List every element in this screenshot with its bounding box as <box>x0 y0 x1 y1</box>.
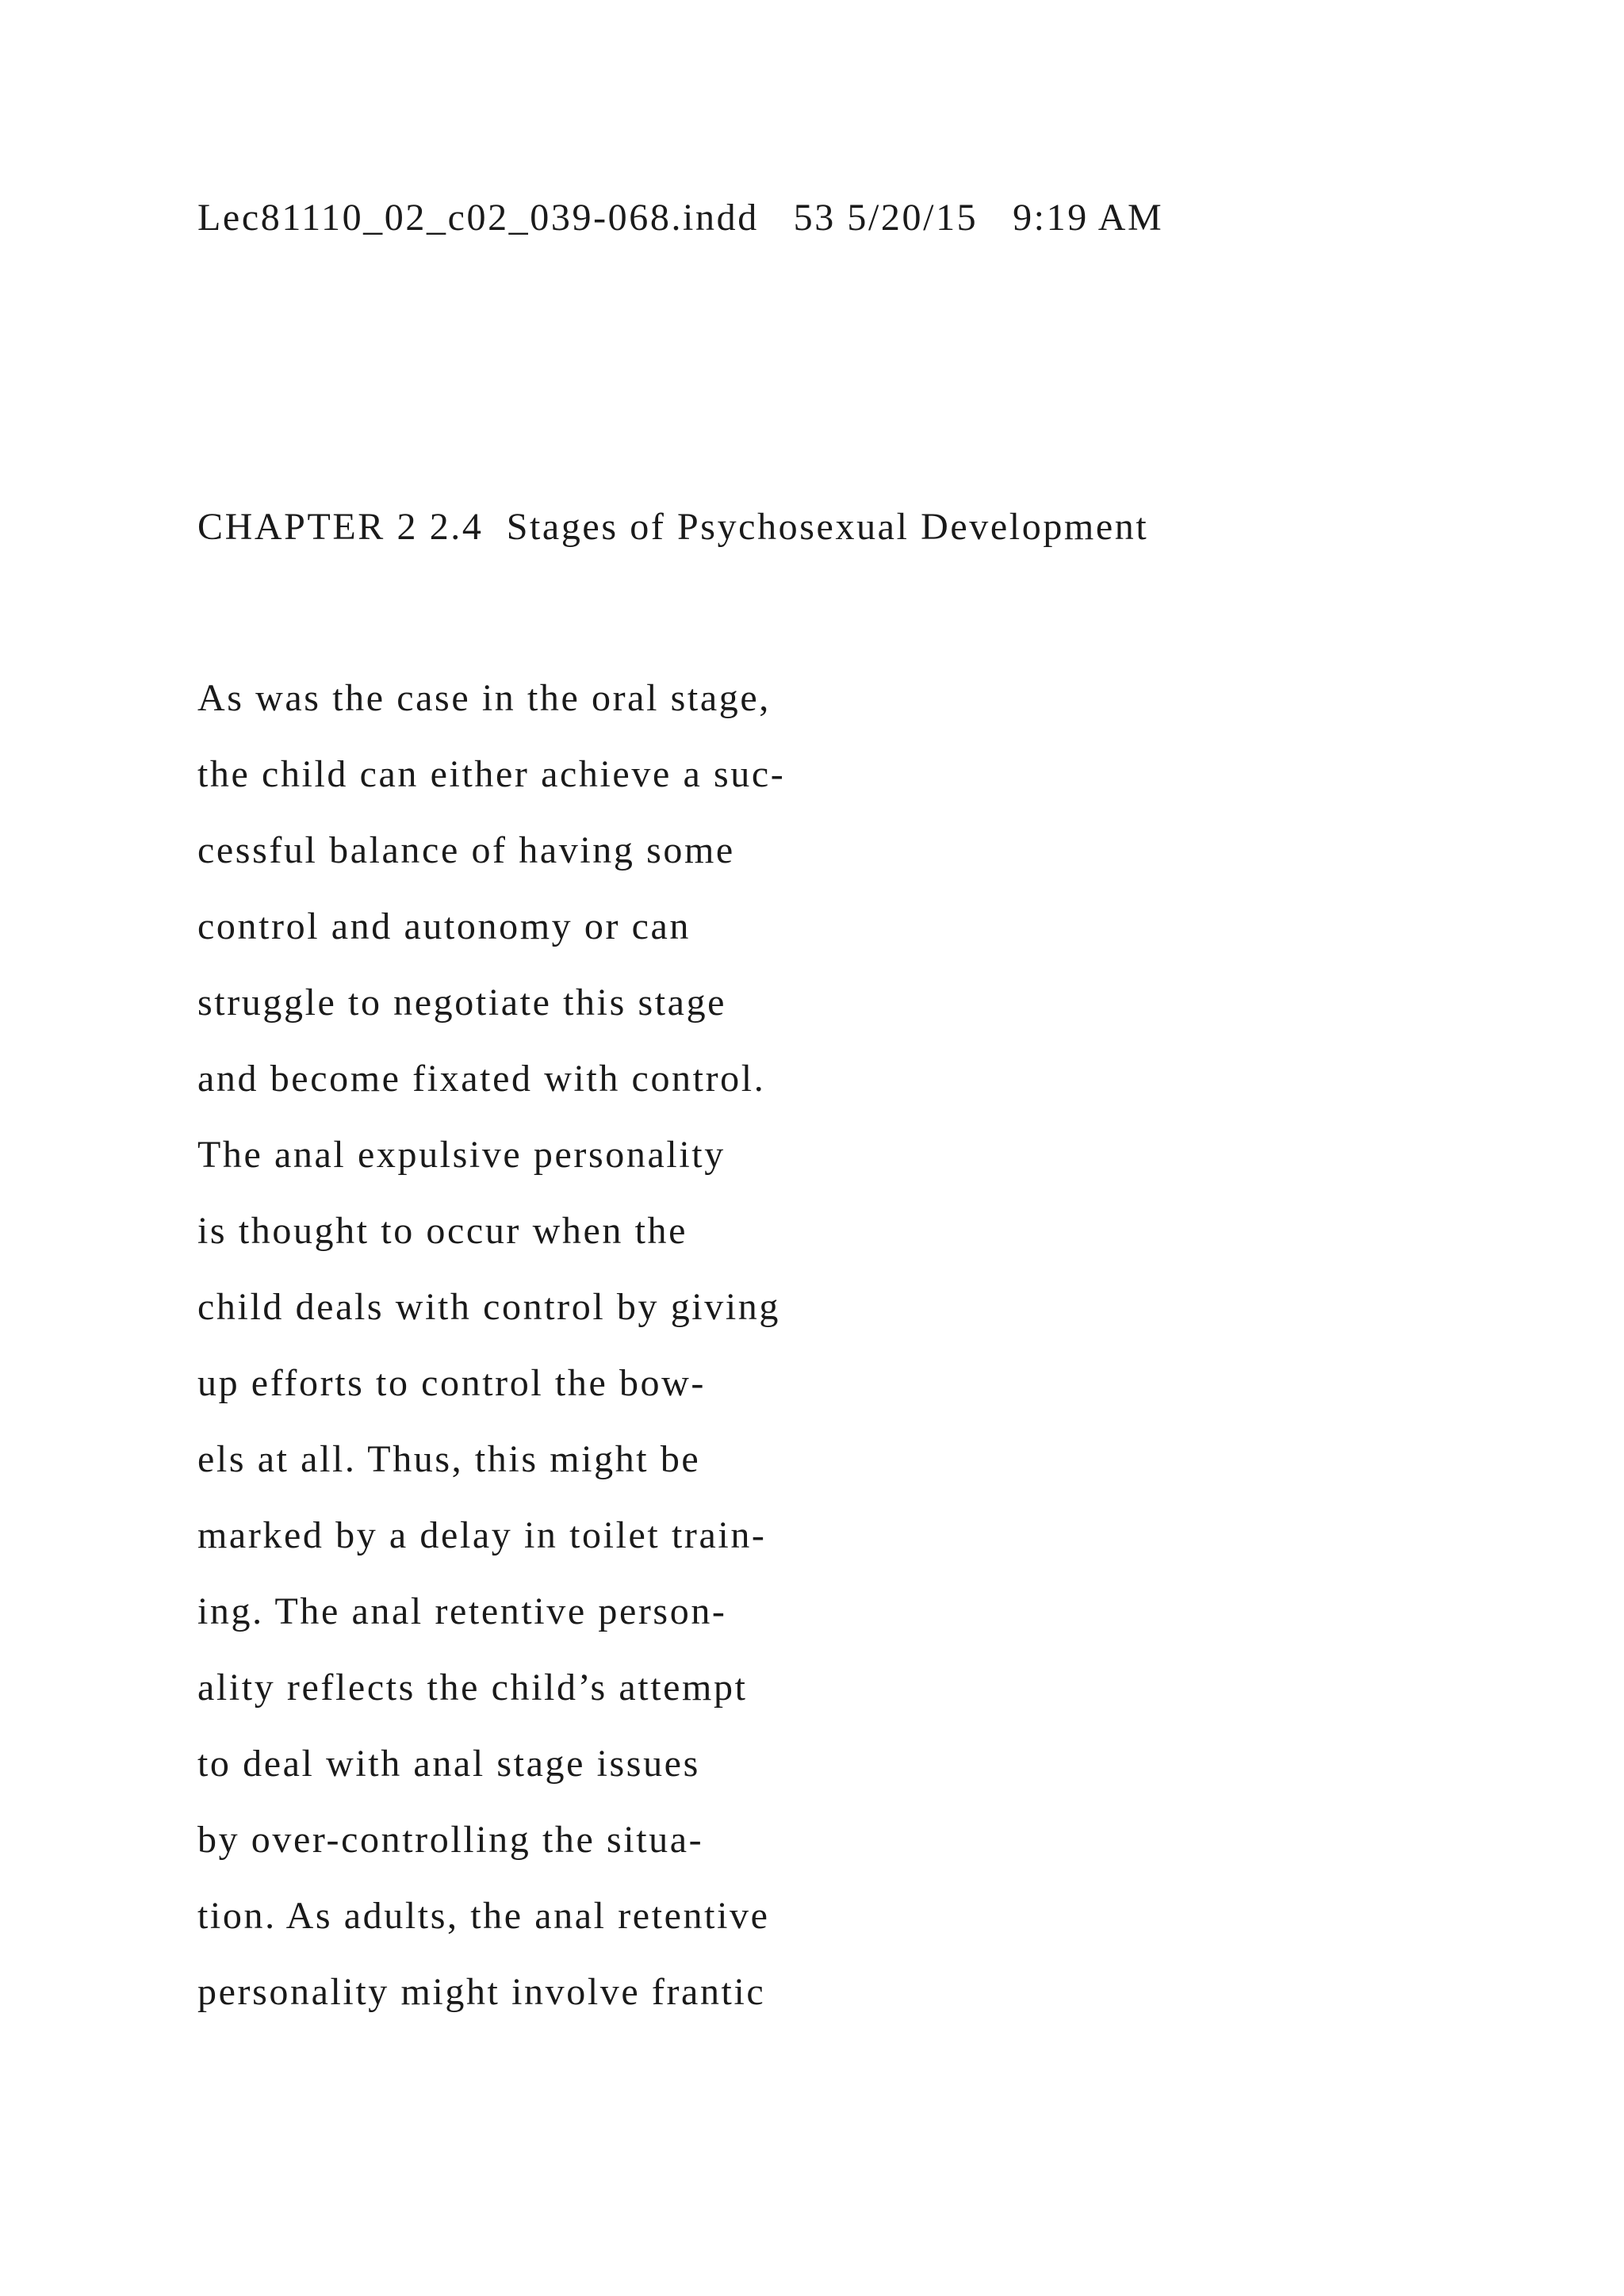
text-line: personality might involve frantic <box>197 1971 766 2013</box>
text-line: As was the case in the oral stage, <box>197 677 771 719</box>
text-line: the child can either achieve a suc- <box>197 753 786 795</box>
text-line: The anal expulsive personality <box>197 1134 726 1176</box>
text-line: ality reflects the child’s attempt <box>197 1667 748 1709</box>
text-line: cessful balance of having some <box>197 829 735 871</box>
text-line: struggle to negotiate this stage <box>197 982 727 1024</box>
text-line: up efforts to control the bow- <box>197 1362 706 1404</box>
file-slug-line: Lec81110_02_c02_039-068.indd 53 5/20/15 9:19 AM <box>197 197 1164 239</box>
text-line: to deal with anal stage issues <box>197 1743 700 1785</box>
text-line: control and autonomy or can <box>197 905 691 947</box>
text-line: marked by a delay in toilet train- <box>197 1514 767 1556</box>
running-head: CHAPTER 2 2.4 Stages of Psychosexual Development <box>197 506 1149 548</box>
text-line: child deals with control by giving <box>197 1286 780 1328</box>
text-line: els at all. Thus, this might be <box>197 1438 701 1480</box>
text-line: ing. The anal retentive person- <box>197 1590 727 1632</box>
text-line: tion. As adults, the anal retentive <box>197 1895 770 1937</box>
body-paragraph <box>197 660 785 2030</box>
text-line: by over-controlling the situa- <box>197 1819 704 1861</box>
text-line: and become fixated with control. <box>197 1058 766 1100</box>
text-line: is thought to occur when the <box>197 1210 688 1252</box>
